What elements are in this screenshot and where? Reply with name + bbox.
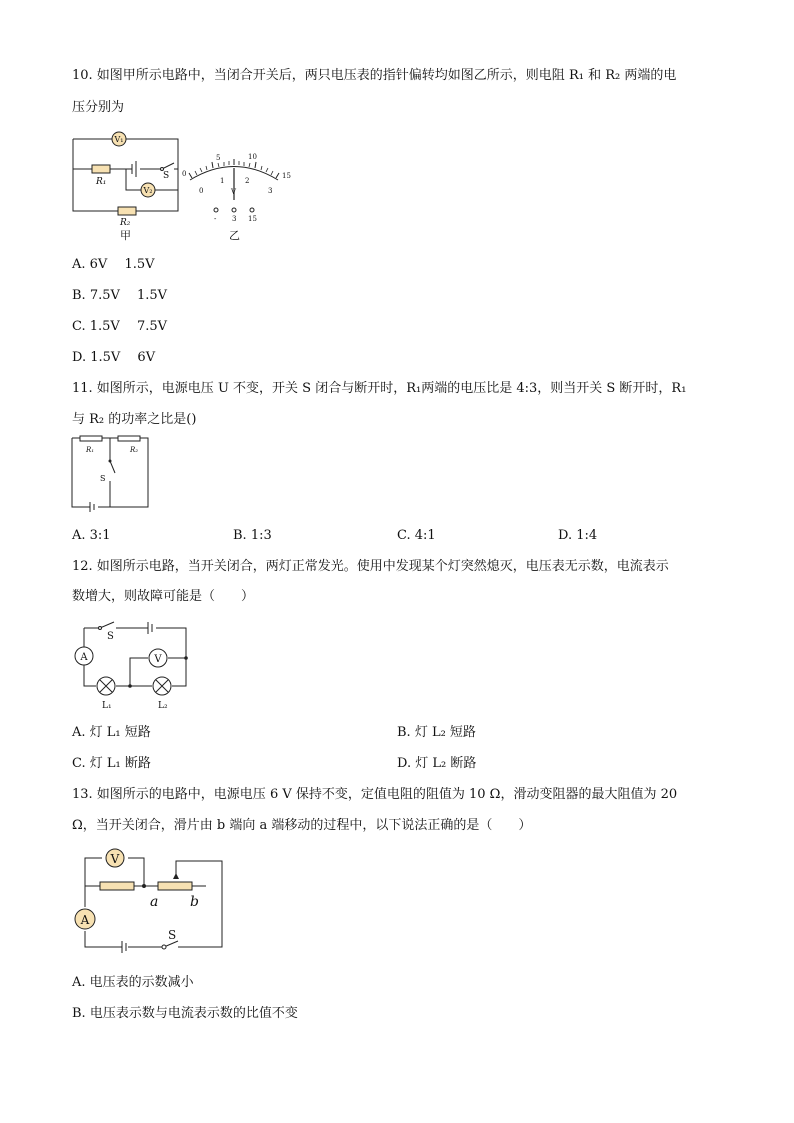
caption-jia: 甲 [120,229,131,242]
q12-option-b[interactable]: B. 灯 L₂ 短路 [397,725,476,740]
q13-stem-line1: 13. 如图所示的电路中，电源电压 6 V 保持不变，定值电阻的阻值为 10 Ω，滑动变阻器的最大阻值为 20 [72,787,678,802]
voltmeter-label: V [110,852,120,866]
v2-label: V₂ [143,186,153,195]
scale-upper-10: 10 [248,153,257,161]
scale-lower-0: 0 [199,187,204,195]
r1-label: R₁ [86,446,95,454]
q12-circuit-diagram [72,618,194,710]
q11-option-d[interactable]: D. 1:4 [558,528,598,543]
q10-circuit-diagram-jia [70,126,185,244]
q13-option-a[interactable]: A. 电压表的示数减小 [72,975,194,990]
ammeter-label: A [80,913,90,927]
slider-end-b: b [190,894,199,910]
q13-circuit-diagram [72,843,227,953]
terminal-3: 3 [232,215,237,223]
q11-option-a[interactable]: A. 3:1 [72,528,111,543]
r2-label: R₂ [120,218,131,228]
scale-upper-5: 5 [216,154,221,162]
slider-end-a: a [150,894,159,910]
l1-label: L₁ [102,701,112,711]
q12-stem-line2: 数增大，则故障可能是（ ） [72,589,255,604]
scale-lower-2: 2 [245,177,250,185]
scale-upper-0: 0 [182,170,187,178]
q10-voltmeter-dial-yi [182,148,294,243]
terminal-15: 15 [248,215,257,223]
q12-option-c[interactable]: C. 灯 L₁ 断路 [72,756,151,771]
q11-circuit-diagram [70,435,152,515]
unit-label: V [231,188,237,196]
r1-label: R₁ [96,177,107,187]
q11-option-b[interactable]: B. 1:3 [233,528,272,543]
q11-stem-line1: 11. 如图所示，电源电压 U 不变，开关 S 闭合与断开时，R₁两端的电压比是 4:3，则当开关 S 断开时，R₁ [72,381,687,396]
q10-option-d[interactable]: D. 1.5V 6V [72,350,156,365]
q12-option-a[interactable]: A. 灯 L₁ 短路 [72,725,151,740]
q11-stem-line2: 与 R₂ 的功率之比是() [72,412,197,427]
q10-option-a[interactable]: A. 6V 1.5V [72,257,155,272]
l2-label: L₂ [158,701,168,711]
q12-stem-line1: 12. 如图所示电路，当开关闭合，两灯正常发光。使用中发现某个灯突然熄灭，电压表无示数，电流表示 [72,559,669,574]
caption-yi: 乙 [229,229,240,242]
q10-stem-line1: 10. 如图甲所示电路中，当闭合开关后，两只电压表的指针偏转均如图乙所示，则电阻 R₁ 和 R₂ 两端的电 [72,68,677,83]
q10-option-b[interactable]: B. 7.5V 1.5V [72,288,168,303]
v1-label: V₁ [114,135,124,144]
switch-label: S [107,631,114,642]
scale-lower-3: 3 [268,187,273,195]
q12-option-d[interactable]: D. 灯 L₂ 断路 [397,756,477,771]
q10-option-c[interactable]: C. 1.5V 7.5V [72,319,168,334]
scale-upper-15: 15 [282,172,291,180]
switch-label: S [163,171,170,181]
q10-stem-line2: 压分别为 [72,100,125,115]
q13-stem-line2: Ω，当开关闭合，滑片由 b 端向 a 端移动的过程中，以下说法正确的是（ ） [72,818,532,833]
q13-option-b[interactable]: B. 电压表示数与电流表示数的比值不变 [72,1006,298,1021]
q11-option-c[interactable]: C. 4:1 [397,528,436,543]
terminal-minus: - [214,215,217,223]
switch-label: S [100,474,106,483]
ammeter-label: A [80,652,88,663]
scale-lower-1: 1 [220,177,225,185]
r2-label: R₂ [130,446,139,454]
switch-label: S [168,928,177,942]
voltmeter-label: V [154,654,162,665]
